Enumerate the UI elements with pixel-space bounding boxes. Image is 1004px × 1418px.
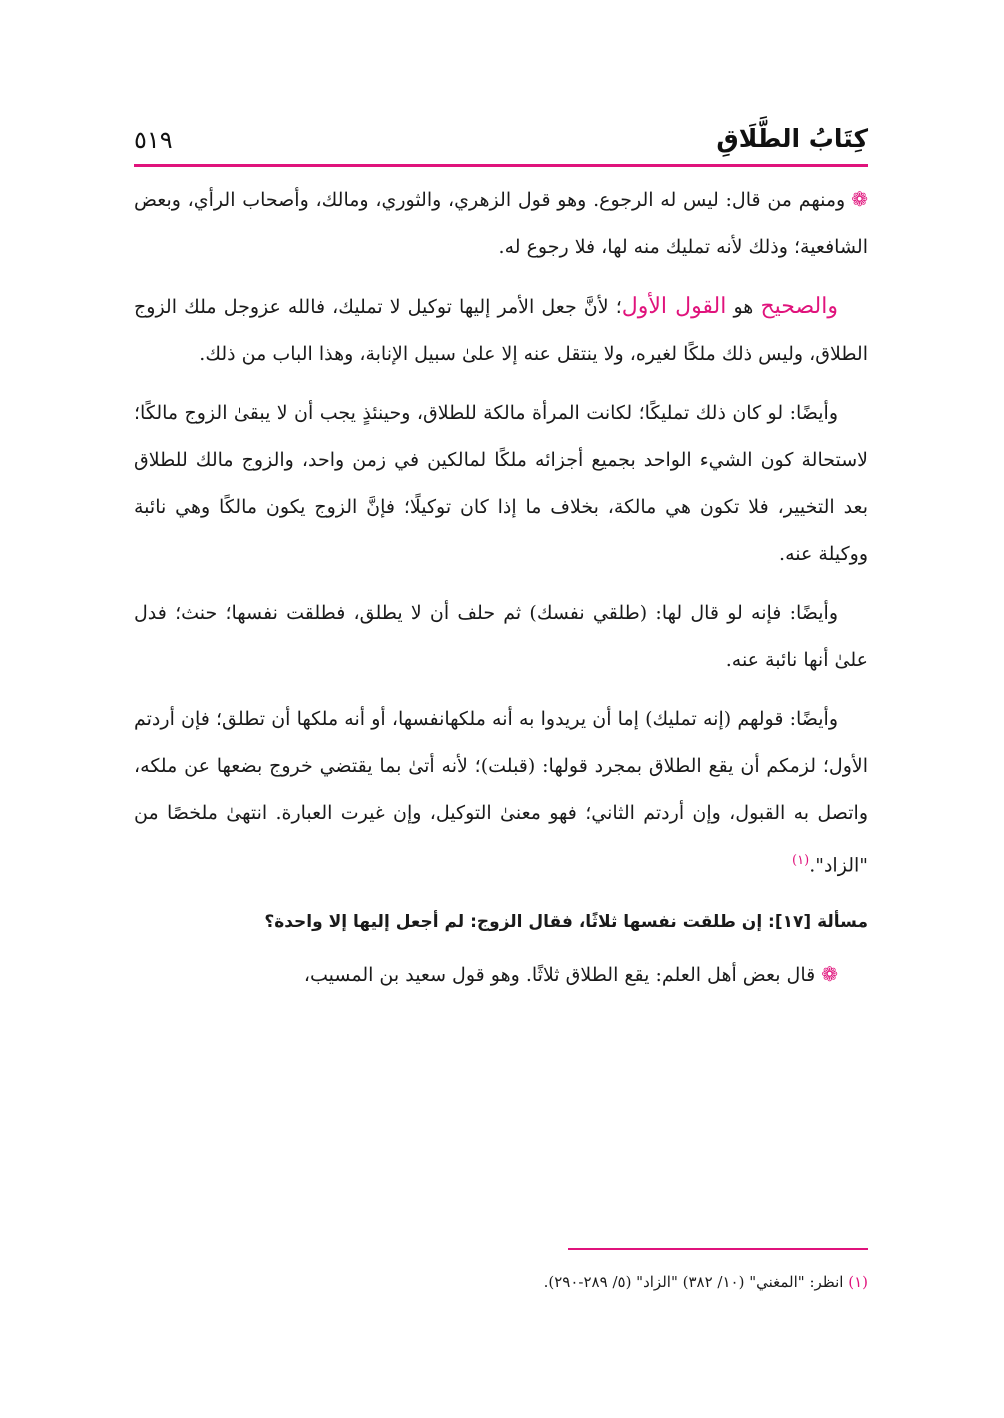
- paragraph-2-highlight: القول الأول: [621, 294, 727, 319]
- page-header: [134, 118, 868, 166]
- footnote-number: (١): [848, 1273, 868, 1291]
- paragraph-2-mid: هو: [726, 296, 761, 318]
- footnote-divider: [568, 1248, 868, 1250]
- paragraph-1-text: ومنهم من قال: ليس له الرجوع. وهو قول الزهري، والثوري، ومالك، وأصحاب الرأي، وبعض الشافعية؛ وذلك لأنه تمليك منه لها، فلا رجوع له.: [134, 189, 868, 258]
- paragraph-3: وأيضًا: لو كان ذلك تمليكًا؛ لكانت المرأة مالكة للطلاق، وحينئذٍ يجب أن لا يبقىٰ الزوج مالكًا؛ لاستحالة كون الشيء الواحد بجميع أجزائه ملكًا لمالكين في زمن واحد، والزوج مالك للطلاق بعد التخيير، فلا تكون هي مالكة، بخلاف ما إذا كان توكيلًا؛ فإنَّ الزوج يكون مالكًا وهي نائبة ووكيلة عنه.: [134, 402, 868, 565]
- paragraph-1: [134, 176, 868, 271]
- paragraph-2: [134, 283, 868, 378]
- paragraph-6: [134, 951, 868, 999]
- paragraph-2-lead: والصحيح: [760, 294, 838, 319]
- page-number: ٥١٩: [134, 126, 173, 154]
- flower-ornament-icon: ❁: [821, 962, 838, 987]
- main-text: [134, 176, 868, 1011]
- paragraph-6-text: قال بعض أهل العلم: يقع الطلاق ثلاثًا. وهو قول سعيد بن المسيب،: [303, 964, 816, 987]
- footnote-reference[interactable]: (١): [792, 853, 810, 868]
- paragraph-5: [134, 696, 868, 889]
- chapter-title: كِتَابُ الطَّلَاقِ: [716, 124, 868, 153]
- header-divider: [134, 164, 868, 167]
- paragraph-5-text: وأيضًا: قولهم (إنه تمليك) إما أن يريدوا به أنه ملكهانفسها، أو أنه ملكها أن تطلق؛ فإن أردتم الأول؛ لزمكم أن يقع الطلاق بمجرد قولها: (قبلت)؛ لأنه أتىٰ بما يقتضي خروج بضعها عن ملكه، واتصل به القبول، وإن أردتم الثاني؛ فهو معنىٰ التوكيل، وإن غيرت العبارة. انتهىٰ ملخصًا من "الزاد".: [134, 708, 868, 877]
- paragraph-2-rest: ؛ لأنَّ جعل الأمر إليها توكيل لا تمليك، فالله عزوجل ملك الزوج الطلاق، وليس ذلك ملكًا لغيره، ولا ينتقل عنه إلا علىٰ سبيل الإنابة، وهذا الباب من ذلك.: [134, 296, 868, 365]
- flower-ornament-icon: ❁: [851, 187, 868, 211]
- footnote-text: انظر: "المغني" (١٠/ ٣٨٢) "الزاد" (٥/ ٢٨٩-٢٩٠).: [543, 1273, 844, 1291]
- issue-heading: مسألة [١٧]: إن طلقت نفسها ثلاثًا، فقال الزوج: لم أجعل إليها إلا واحدة؟: [264, 912, 868, 933]
- paragraph-4: وأيضًا: فإنه لو قال لها: (طلقي نفسك) ثم حلف أن لا يطلق، فطلقت نفسها؛ حنث؛ فدل علىٰ أنها نائبة عنه.: [134, 602, 868, 671]
- footnote: [134, 1270, 868, 1294]
